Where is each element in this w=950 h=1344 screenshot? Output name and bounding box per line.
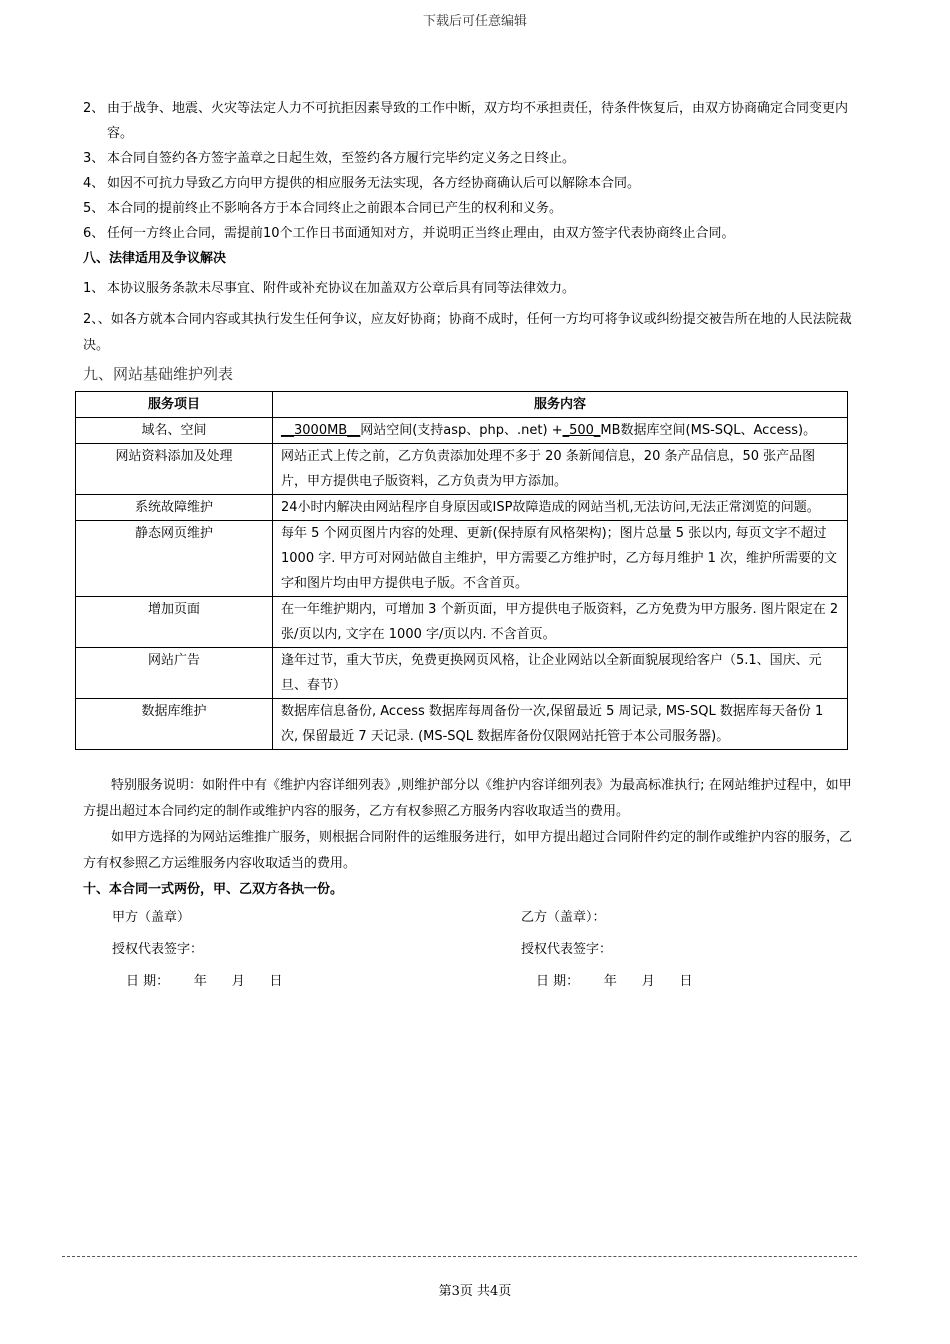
clause-item <box>83 221 855 246</box>
party-b-date: 日 期： 年 月 日 <box>536 974 693 989</box>
row-content <box>273 418 848 444</box>
table-row <box>76 699 848 750</box>
table-row <box>76 521 848 597</box>
termination-clauses <box>83 96 855 246</box>
row-content: 每年 5 个网页图片内容的处理、更新(保持原有风格架构)；图片总量 5 张以内, 每页文字不超过 1000 字. 甲方可对网站做自主维护，甲方需要乙方维护时，乙方每月维护 1 次，维护所需要的文字和图片均由甲方提供电子版。不含首页。 <box>273 521 848 597</box>
clause-text: 本协议服务条款未尽事宜、附件或补充协议在加盖双方公章后具有同等法律效力。 <box>107 281 576 296</box>
clause-number: 3、 <box>83 151 105 166</box>
law-clauses <box>83 276 855 301</box>
contract-body <box>83 96 855 387</box>
section-9-heading: 九、网站基础维护列表 <box>83 365 234 383</box>
clause-item <box>83 146 855 171</box>
clause-item <box>83 171 855 196</box>
clause-text: 本合同的提前终止不影响各方于本合同终止之前跟本合同已产生的权利和义务。 <box>107 201 563 216</box>
clause-8-2: 2、、如各方就本合同内容或其执行发生任何争议，应友好协商；协商不成时，任何一方均可将争议或纠纷提交被告所在地的人民法院裁决。 <box>83 312 852 353</box>
row-name: 数据库维护 <box>76 699 273 750</box>
clause-number: 4、 <box>83 176 105 191</box>
row-name: 静态网页维护 <box>76 521 273 597</box>
clause-text: 由于战争、地震、火灾等法定人力不可抗拒因素导致的工作中断，双方均不承担责任，待条件恢复后，由双方协商确定合同变更内容。 <box>107 101 849 141</box>
row-name: 网站资料添加及处理 <box>76 444 273 495</box>
after-table-notes <box>83 773 855 903</box>
party-a-date: 日 期： 年 月 日 <box>126 974 283 989</box>
party-a-rep: 授权代表签字： <box>112 942 204 957</box>
clause-text: 本合同自签约各方签字盖章之日起生效，至签约各方履行完毕约定义务之日终止。 <box>107 151 576 166</box>
clause-number: 5、 <box>83 201 105 216</box>
row-content: 数据库信息备份, Access 数据库每周备份一次,保留最近 5 周记录, MS-SQL 数据库每天备份 1 次, 保留最近 7 天记录. (MS-SQL 数据库备份仅限网站托管于本公司服务器)。 <box>273 699 848 750</box>
clause-text: 如因不可抗力导致乙方向甲方提供的相应服务无法实现，各方经协商确认后可以解除本合同。 <box>107 176 641 191</box>
party-b-seal: 乙方（盖章）： <box>521 910 606 925</box>
maintenance-table <box>75 391 848 750</box>
section-10-heading: 十、本合同一式两份，甲、乙双方各执一份。 <box>83 882 344 897</box>
clause-item <box>83 96 855 146</box>
page-number: 第3页 共4页 <box>438 1284 512 1299</box>
table-row <box>76 495 848 521</box>
special-service-note: 特别服务说明：如附件中有《维护内容详细列表》,则维护部分以《维护内容详细列表》为最高标准执行; 在网站维护过程中，如甲方提出超过本合同约定的制作或维护内容的服务，乙方有权参照乙方服务内容收取适当的费用。 <box>83 778 852 819</box>
col-service-item: 服务项目 <box>76 392 273 418</box>
table-row <box>76 444 848 495</box>
row-content: 逢年过节，重大节庆，免费更换网页风格，让企业网站以全新面貌展现给客户（5.1、国庆、元旦、春节） <box>273 648 848 699</box>
db-size: _500_ <box>562 423 601 438</box>
clause-item <box>83 276 855 301</box>
section-8-heading: 八、法律适用及争议解决 <box>83 251 227 266</box>
db-text: MB数据库空间(MS-SQL、Access)。 <box>600 423 817 438</box>
row-name: 系统故障维护 <box>76 495 273 521</box>
table-row <box>76 648 848 699</box>
page-header: 下载后可任意编辑 <box>422 14 527 29</box>
clause-item <box>83 196 855 221</box>
col-service-content: 服务内容 <box>273 392 848 418</box>
table-row <box>76 418 848 444</box>
row-name: 网站广告 <box>76 648 273 699</box>
clause-number: 6、 <box>83 226 105 241</box>
table-row <box>76 597 848 648</box>
footer-divider <box>62 1256 857 1257</box>
row-name: 域名、空间 <box>76 418 273 444</box>
clause-number: 2、 <box>83 101 105 116</box>
clause-number: 1、 <box>83 281 105 296</box>
row-name: 增加页面 <box>76 597 273 648</box>
table-header-row <box>76 392 848 418</box>
party-b-rep: 授权代表签字： <box>521 942 613 957</box>
space-text: 网站空间(支持asp、php、.net) + <box>360 423 563 438</box>
row-content: 网站正式上传之前，乙方负责添加处理不多于 20 条新闻信息，20 条产品信息，50 张产品图片，甲方提供电子版资料，乙方负责为甲方添加。 <box>273 444 848 495</box>
row-content: 在一年维护期内，可增加 3 个新页面，甲方提供电子版资料，乙方免费为甲方服务. 图片限定在 2 张/页以内, 文字在 1000 字/页以内. 不含首页。 <box>273 597 848 648</box>
ops-service-note: 如甲方选择的为网站运维推广服务，则根据合同附件的运维服务进行，如甲方提出超过合同附件约定的制作或维护内容的服务，乙方有权参照乙方运维服务内容收取适当的费用。 <box>83 830 853 871</box>
space-size: __3000MB__ <box>281 423 361 438</box>
clause-text: 任何一方终止合同，需提前10个工作日书面通知对方，并说明正当终止理由，由双方签字代表协商终止合同。 <box>107 226 735 241</box>
row-content: 24小时内解决由网站程序自身原因或ISP故障造成的网站当机,无法访问,无法正常浏览的问题。 <box>273 495 848 521</box>
party-a-seal: 甲方（盖章） <box>112 910 191 925</box>
